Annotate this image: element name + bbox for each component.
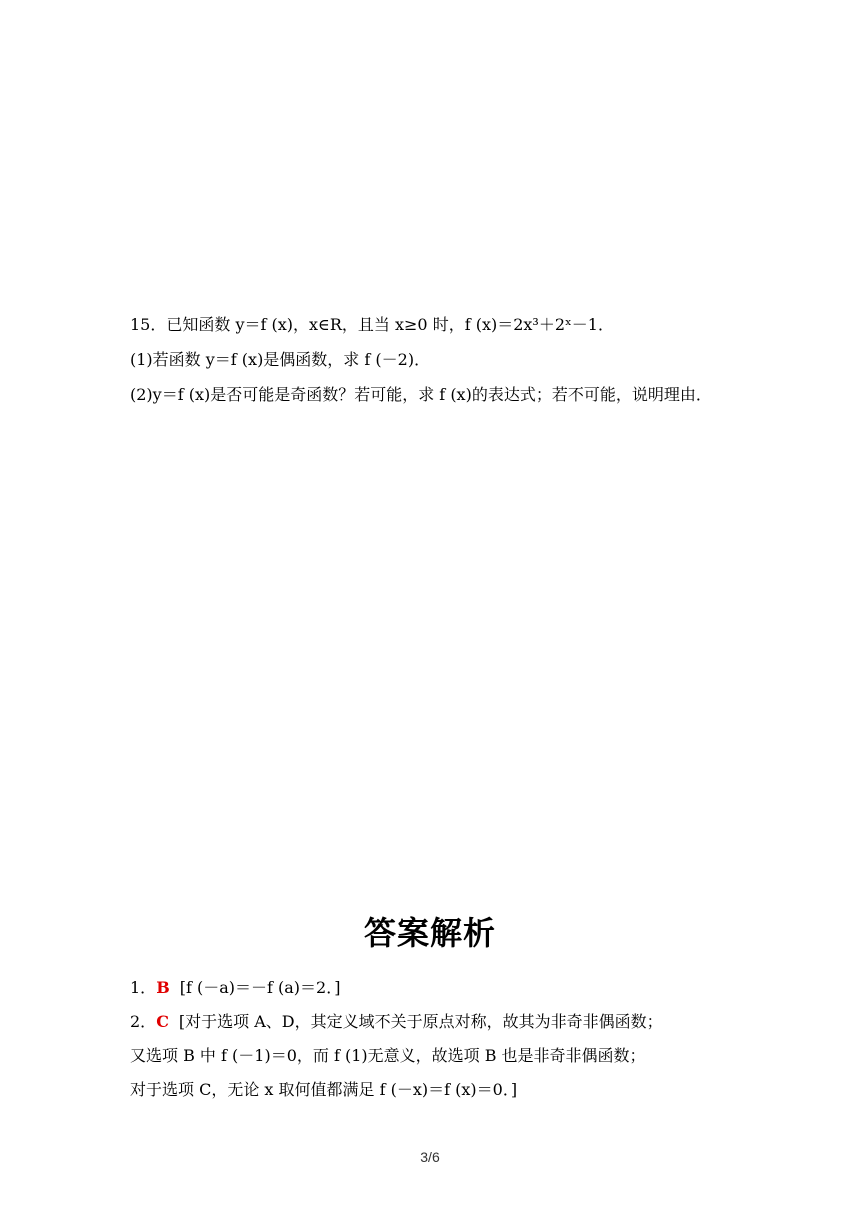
answer-2-continuation-2: 对于选项 C，无论 x 取何值都满足 f (－x)＝f (x)＝0．] (130, 1080, 518, 1099)
answers-heading: 答案解析 (363, 914, 496, 952)
problem-15-part-2: (2)y＝f (x)是否可能是奇函数？若可能，求 f (x)的表达式；若不可能，说明理由． (130, 385, 712, 404)
answer-2-continuation-1: 又选项 B 中 f (－1)＝0，而 f (1)无意义，故选项 B 也是非奇非偶函数； (130, 1046, 646, 1065)
problem-15-part-1: (1)若函数 y＝f (x)是偶函数，求 f (－2)． (130, 350, 431, 369)
answer-2-choice: C (156, 1012, 169, 1031)
answer-1 (130, 977, 770, 999)
answer-1-choice: B (156, 978, 170, 997)
answer-2-explanation: [对于选项 A、D，其定义域不关于原点对称，故其为非奇非偶函数； (178, 1012, 663, 1031)
answer-2 (130, 1011, 770, 1033)
problem-15-statement: 15．已知函数 y＝f (x)，x∈R，且当 x≥0 时，f (x)＝2x³＋2ˣ－1． (130, 315, 614, 334)
answer-2-number: 2． (130, 1012, 157, 1031)
answer-1-explanation: [f (－a)＝－f (a)＝2．] (179, 978, 341, 997)
page-number: 3/6 (420, 1149, 440, 1165)
answer-1-number: 1． (130, 978, 157, 997)
